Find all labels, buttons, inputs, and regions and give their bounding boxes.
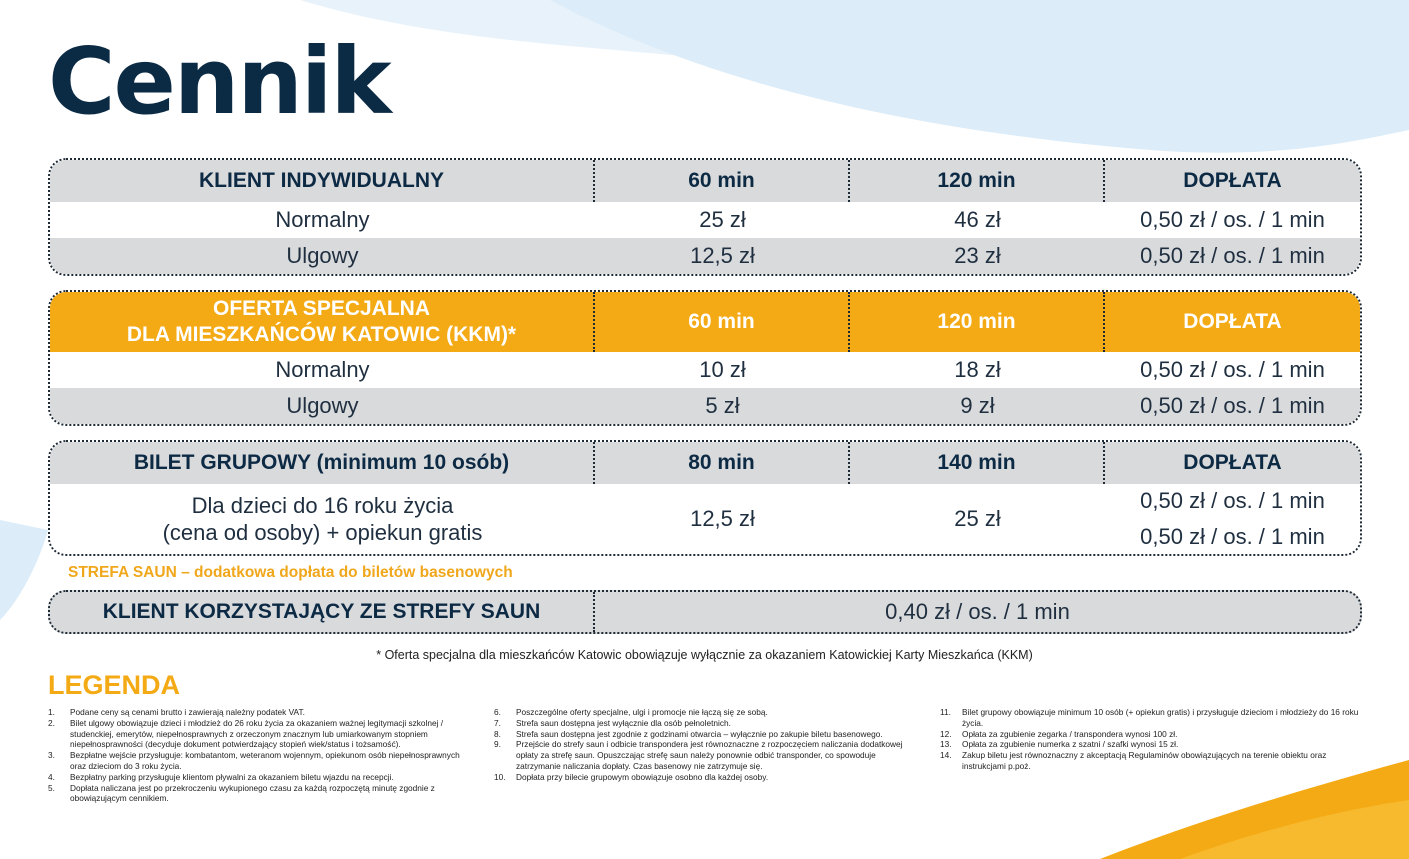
- header-cell: DOPŁATA: [1183, 169, 1282, 192]
- header-cell: 120 min: [850, 160, 1105, 202]
- table-cell: 25 zł: [954, 506, 1001, 531]
- table-cell: 12,5 zł: [690, 506, 755, 531]
- list-item: [48, 707, 468, 718]
- header-cell: [50, 292, 595, 352]
- item-number: 7.: [494, 717, 501, 728]
- table-cell: 0,50 zł / os. / 1 min: [1140, 357, 1325, 382]
- item-number: 3.: [48, 750, 55, 761]
- table-header: [50, 160, 1360, 202]
- list-item: [494, 772, 914, 783]
- table-cell: 25 zł: [699, 207, 746, 232]
- list-item: [494, 739, 914, 771]
- item-text: Podane ceny są cenami brutto i zawierają należny podatek VAT.: [70, 707, 305, 717]
- item-text: Przejście do strefy saun i odbicie transpondera jest równoznaczne z rozpoczęciem naliczania dodatkowej opłaty za strefę saun. Opuszczając strefę saun należy ponownie odbić transponder, co spowoduje zatrzymanie naliczania dopłaty. Czas basenowy nie zatrzymuje się.: [516, 739, 903, 771]
- table-cell: 10 zł: [699, 357, 746, 382]
- header-cell: DOPŁATA: [1183, 451, 1282, 474]
- legend-title: LEGENDA: [48, 670, 181, 700]
- footnote: * Oferta specjalna dla mieszkańców Katowic obowiązuje wyłącznie za okazaniem Katowickiej Karty Mieszkańca (KKM): [376, 648, 1033, 662]
- list-item: [48, 772, 468, 783]
- item-number: 4.: [48, 771, 55, 782]
- header-cell: KLIENT KORZYSTAJĄCY ZE STREFY SAUN: [50, 592, 595, 632]
- item-text: Zakup biletu jest równoznaczny z akceptacją Regulaminów obowiązujących na terenie obiektu oraz instrukcjami p.poż.: [962, 750, 1327, 771]
- table-row: [50, 352, 1360, 388]
- header-cell: 80 min: [595, 442, 850, 484]
- row-label-line: (cena od osoby) + opiekun gratis: [162, 520, 483, 545]
- item-text: Bezpłatne wejście przysługuje: kombatantom, weteranom wojennym, opiekunom osób niepełnosprawnych oraz dzieciom do 3 roku życia.: [70, 750, 460, 771]
- table-cell: Ulgowy: [286, 393, 359, 418]
- header-line: DLA MIESZKAŃCÓW KATOWIC (KKM)*: [126, 323, 517, 346]
- row-label-line: Dla dzieci do 16 roku życia: [191, 493, 454, 518]
- header-cell: 60 min: [595, 160, 850, 202]
- table-cell: Normalny: [275, 207, 370, 232]
- item-number: 10.: [494, 771, 506, 782]
- table-row: [50, 202, 1360, 238]
- item-number: 6.: [494, 707, 501, 717]
- table-cell: Ulgowy: [286, 243, 359, 268]
- list-item: [494, 729, 914, 740]
- item-number: 5.: [48, 782, 55, 793]
- special-offer-table: [48, 290, 1362, 426]
- list-item: [48, 718, 468, 750]
- table-cell: 23 zł: [954, 243, 1001, 268]
- item-number: 9.: [494, 739, 501, 750]
- item-text: Dopłata naliczana jest po przekroczeniu wykupionego czasu za każdą rozpoczętą minutę zgodnie z obowiązującym cennikiem.: [70, 782, 435, 804]
- list-item: [940, 750, 1360, 772]
- item-text: Strefa saun dostępna jest zgodnie z godzinami otwarcia – wyłącznie po zakupie biletu basenowego.: [516, 728, 883, 739]
- page-title: Cennik: [48, 28, 390, 135]
- table-cell: 0,50 zł / os. / 1 min: [1140, 393, 1325, 418]
- table-cell: 0,50 zł / os. / 1 min: [1140, 243, 1325, 268]
- extra-line: 0,50 zł / os. / 1 min: [1140, 488, 1325, 513]
- extra-line: 0,50 zł / os. / 1 min: [1140, 524, 1325, 549]
- table-cell: 18 zł: [954, 357, 1001, 382]
- list-item: [494, 707, 914, 718]
- table-cell: Normalny: [275, 357, 370, 382]
- header-cell: KLIENT INDYWIDUALNY: [50, 160, 595, 202]
- item-text: Bilet ulgowy obowiązuje dzieci i młodzież do 26 roku życia za okazaniem ważnej legitymacji szkolnej / studenckiej, emerytów, niepełnosprawnych z orzeczonym znacznym lub umiarkowanym stopniem niepełnosprawności (decyduje dokument potwierdzający stopień wiek/status i tożsamość).: [70, 717, 444, 750]
- table-row: [50, 484, 1360, 554]
- item-number: 8.: [494, 728, 501, 739]
- individual-client-table: [48, 158, 1362, 276]
- table-cell: 0,40 zł / os. / 1 min: [885, 599, 1070, 624]
- header-cell: DOPŁATA: [1183, 310, 1282, 333]
- item-text: Opłata za zgubienie numerka z szatni / szafki wynosi 15 zł.: [962, 739, 1179, 750]
- header-cell: BILET GRUPOWY (minimum 10 osób): [50, 442, 595, 484]
- table-cell: 46 zł: [954, 207, 1001, 232]
- table-row: [50, 592, 1360, 632]
- header-cell: 60 min: [595, 292, 850, 352]
- table-cell: 0,50 zł / os. / 1 min: [1140, 207, 1325, 232]
- table-cell: [50, 484, 595, 554]
- legend-column-2: [494, 707, 914, 783]
- table-cell: 5 zł: [705, 393, 740, 418]
- item-text: Bilet grupowy obowiązuje minimum 10 osób (+ opiekun gratis) i przysługuje dzieciom i młodzieży do 16 roku życia.: [962, 707, 1359, 728]
- list-item: [940, 729, 1360, 740]
- table-header: [50, 292, 1360, 352]
- table-cell: 9 zł: [960, 393, 995, 418]
- sauna-zone-label: STREFA SAUN – dodatkowa dopłata do biletów basenowych: [68, 564, 513, 581]
- table-row: [50, 238, 1360, 274]
- table-cell: [1105, 484, 1360, 554]
- table-row: [50, 388, 1360, 424]
- legend-column-3: [940, 707, 1360, 772]
- item-number: 2.: [48, 717, 55, 728]
- item-text: Bezpłatny parking przysługuje klientom pływalni za okazaniem biletu wjazdu na recepcji.: [70, 771, 394, 782]
- item-number: 1.: [48, 707, 55, 717]
- list-item: [48, 750, 468, 772]
- header-line: OFERTA SPECJALNA: [212, 297, 430, 320]
- header-cell: 120 min: [850, 292, 1105, 352]
- list-item: [940, 739, 1360, 750]
- item-text: Dopłata przy bilecie grupowym obowiązuje osobno dla każdej osoby.: [516, 771, 769, 782]
- list-item: [940, 707, 1360, 729]
- item-number: 13.: [940, 739, 952, 750]
- list-item: [48, 783, 468, 805]
- item-text: Strefa saun dostępna jest wyłącznie dla osób pełnoletnich.: [516, 717, 731, 728]
- item-text: Poszczególne oferty specjalne, ulgi i promocje nie łączą się ze sobą.: [516, 707, 768, 717]
- item-number: 14.: [940, 750, 952, 761]
- table-header: [50, 442, 1360, 484]
- legend-column-1: [48, 707, 468, 804]
- group-ticket-table: [48, 440, 1362, 556]
- sauna-table: [48, 590, 1362, 634]
- header-cell: 140 min: [850, 442, 1105, 484]
- item-number: 12.: [940, 728, 952, 739]
- table-cell: 12,5 zł: [690, 243, 755, 268]
- list-item: [494, 718, 914, 729]
- item-number: 11.: [940, 707, 951, 717]
- item-text: Opłata za zgubienie zegarka / transpondera wynosi 100 zł.: [962, 728, 1178, 739]
